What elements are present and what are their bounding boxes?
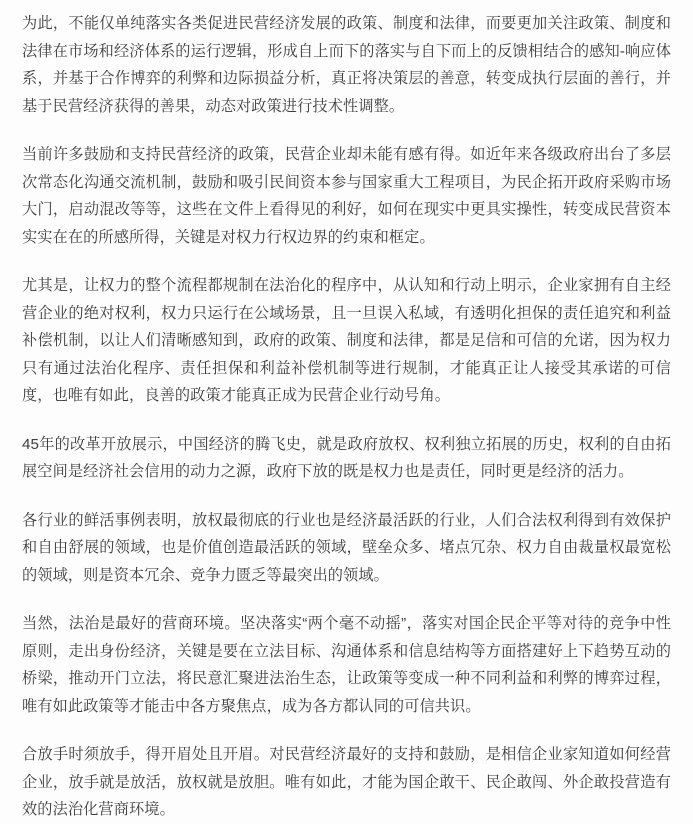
paragraph: 为此，不能仅单纯落实各类促进民营经济发展的政策、制度和法律，而要更加关注政策、制度和法律在市场和经济体系的运行逻辑，形成自上而下的落实与自下而上的反馈相结合的感知-响应体系，并基于合作博弈的利弊和边际损益分析，真正将决策层的善意，转变成执行层面的善行，并基于民营经济获得的善果，动态对政策进行技术性调整。 [22, 15, 671, 115]
paragraph: 当然，法治是最好的营商环境。坚决落实“两个毫不动摇”，落实对国企民企平等对待的竞争中性原则，走出身份经济，关键是要在立法目标、沟通体系和信息结构等方面搭建好上下趋势互动的桥梁，推动开门立法，将民意汇聚进法治生态，让政策等变成一种不同利益和利弊的博弈过程，唯有如此政策等才能击中各方聚焦点，成为各方都认同的可信共识。 [22, 615, 671, 715]
paragraph: 合放手时须放手，得开眉处且开眉。对民营经济最好的支持和鼓励，是相信企业家知道如何经营企业，放手就是放活，放权就是放胆。唯有如此，才能为国企敢干、民企敢闯、外企敢投营造有效的法治化营商环境。 [22, 746, 671, 818]
paragraph: 各行业的鲜活事例表明，放权最彻底的行业也是经济最活跃的行业，人们合法权利得到有效保护和自由舒展的领域，也是价值创造最活跃的领域，壁垒众多、堵点冗杂、权力自由裁量权最宽松的领域，则是资本冗余、竞争力匮乏等最突出的领域。 [22, 511, 671, 584]
paragraph: 45年的改革开放展示，中国经济的腾飞史，就是政府放权、权利独立拓展的历史，权利的自由拓展空间是经济社会信用的动力之源，政府下放的既是权力也是责任，同时更是经济的活力。 [22, 435, 671, 480]
article-body [22, 10, 671, 824]
paragraph: 尤其是，让权力的整个流程都规制在法治化的程序中，从认知和行动上明示，企业家拥有自主经营企业的绝对权利，权力只运行在公域场景，且一旦误入私域，有透明化担保的责任追究和利益补偿机制，以让人们清晰感知到，政府的政策、制度和法律，都是足信和可信的允诺，因为权力只有通过法治化程序、责任担保和利益补偿机制等进行规制，才能真正让人接受其承诺的可信度，也唯有如此，良善的政策才能真正成为民营企业行动号角。 [22, 277, 671, 404]
paragraph: 当前许多鼓励和支持民营经济的政策，民营企业却未能有感有得。如近年来各级政府出台了多层次常态化沟通交流机制，鼓励和吸引民间资本参与国家重大工程项目，为民企拓开政府采购市场大门，启动混改等等，这些在文件上看得见的利好，如何在现实中更具实操性，转变成民营资本实实在在的所感所得，关键是对权力行权边界的约束和框定。 [22, 146, 671, 246]
